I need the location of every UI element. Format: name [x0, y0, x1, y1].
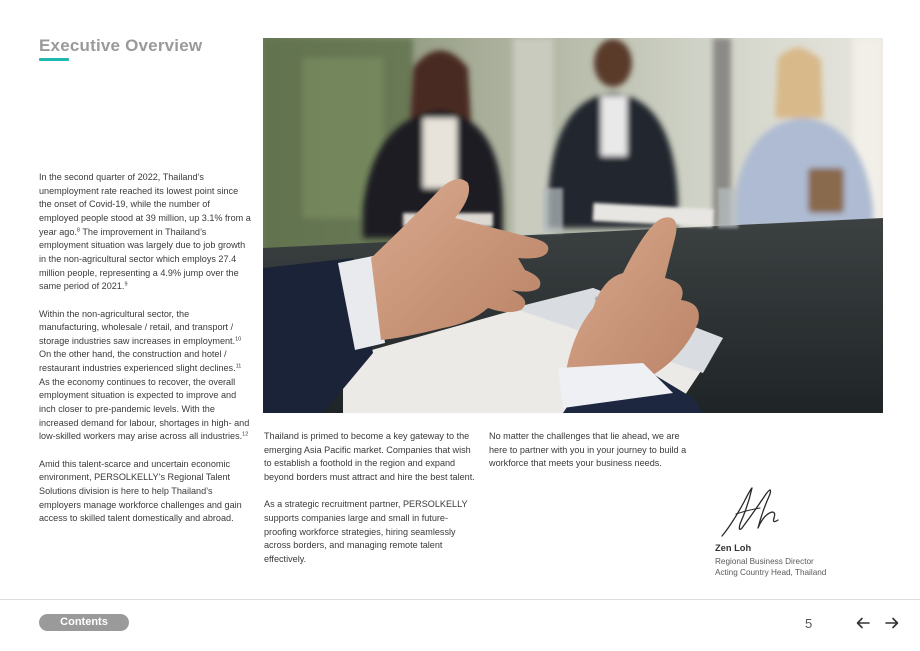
signatory-name: Zen Loh	[715, 543, 752, 553]
contents-button[interactable]: Contents	[39, 614, 129, 631]
left-paragraph-1	[39, 171, 251, 294]
paragraph-text: The improvement in Thailand’s employment situation was largely due to job growth in the non-agricultural sector which employs 27.4 million people, representing a 4.9% jump over the same period of 2021.	[39, 226, 246, 292]
page-number: 5	[805, 616, 813, 631]
paragraph-text: In the second quarter of 2022, Thailand’s unemployment rate reached its lowest point since the onset of Covid-19, while the number of employed people stood at 39 million, up 3.1% from a year ago.	[39, 172, 251, 237]
page-title: Executive Overview	[39, 36, 203, 55]
paragraph-text: On the other hand, the construction and hotel / restaurant industries experienced slight declines.	[39, 349, 236, 374]
middle-text-column	[264, 430, 477, 567]
right-text-column	[489, 430, 699, 471]
middle-paragraph-1: Thailand is primed to become a key gateway to the emerging Asia Pacific market. Companies that wish to establish a foothold in the region and expand beyond borders must attract and hire the best talent.	[264, 431, 475, 482]
signatory-title: Regional Business Director	[715, 557, 814, 566]
left-paragraph-3: Amid this talent-scarce and uncertain economic environment, PERSOLKELLY’s Regional Talent Solutions division is here to help Thailand’s employers manage workforce challenges and gain access to skilled talent domestically and abroad.	[39, 458, 242, 524]
arrow-right-icon[interactable]	[885, 616, 899, 630]
signature-image	[718, 484, 788, 540]
title-accent-bar	[39, 58, 69, 61]
right-paragraph-1: No matter the challenges that lie ahead, we are here to partner with you in your journey to build a workforce that meets your business needs.	[489, 431, 687, 469]
left-text-column	[39, 171, 251, 526]
handwritten-signature	[718, 484, 788, 540]
middle-paragraph-2: As a strategic recruitment partner, PERSOLKELLY supports companies large and small in future-proofing workforce strategies, hiring seamlessly across borders, and managing remote talent effectively.	[264, 499, 468, 564]
arrow-left-icon[interactable]	[856, 616, 870, 630]
signatory-title-2: Acting Country Head, Thailand	[715, 568, 827, 577]
left-paragraph-2	[39, 308, 251, 445]
meeting-photo	[263, 38, 883, 413]
paragraph-text: As the economy continues to recover, the overall employment situation is expected to improve and inch closer to pre-pandemic levels. With the increased demand for labour, shortages in high- and low-skilled workers may arise across all industries.	[39, 376, 250, 442]
meeting-photo-illustration	[263, 38, 883, 413]
footnote-ref: 10	[235, 336, 242, 343]
footnote-ref: 11	[235, 363, 242, 370]
footer-divider	[0, 599, 920, 600]
footnote-ref: 9	[124, 281, 128, 288]
footnote-ref: 12	[242, 431, 249, 438]
footnote-ref: 8	[76, 227, 80, 234]
paragraph-text: Within the non-agricultural sector, the manufacturing, wholesale / retail, and transport / storage industries saw increases in employment.	[39, 308, 236, 346]
